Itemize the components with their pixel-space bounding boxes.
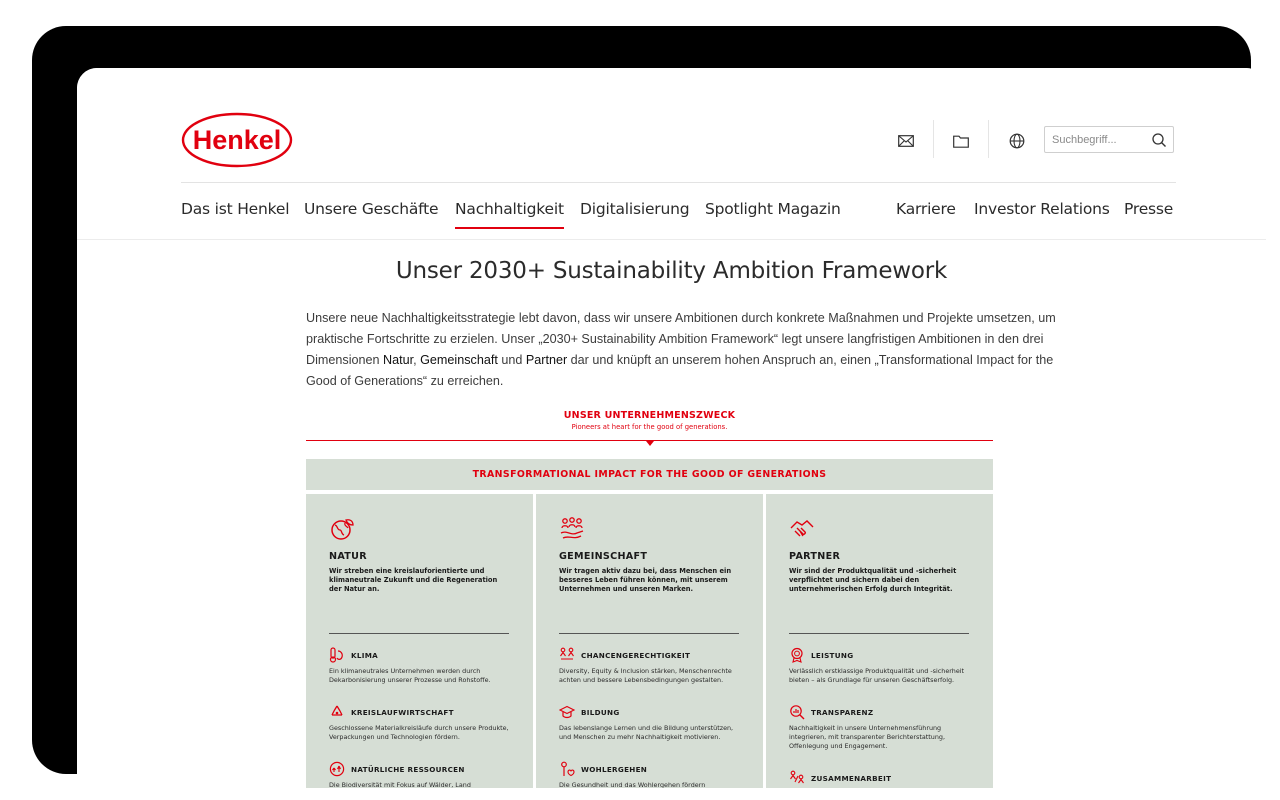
header-divider xyxy=(77,239,1266,240)
impact-banner: TRANSFORMATIONAL IMPACT FOR THE GOOD OF GENERATIONS xyxy=(306,459,993,490)
device-frame xyxy=(32,26,1251,788)
item-title: WOHLERGEHEN xyxy=(581,765,648,774)
graduation-cap-icon xyxy=(559,704,575,720)
nav-item-investor-relations[interactable]: Investor Relations xyxy=(974,200,1110,218)
intro-paragraph xyxy=(306,308,1076,392)
nav-item-unsere-geschaefte[interactable]: Unsere Geschäfte xyxy=(304,200,439,218)
column-title: NATUR xyxy=(329,551,367,562)
column-title: PARTNER xyxy=(789,551,841,562)
toolbar-divider xyxy=(933,120,934,158)
framework-item-transparenz xyxy=(789,704,979,752)
framework-column-natur xyxy=(306,494,533,788)
nav-item-karriere[interactable]: Karriere xyxy=(896,200,956,218)
column-description: Wir sind der Produktqualität und -sicherheit verpflichtet und sichern dabei den unternehmerischen Erfolg durch Integrität. xyxy=(789,567,957,594)
item-description: Diversity, Equity & Inclusion stärken, Menschenrechte achten und bessere Lebensbedingungen gestalten. xyxy=(559,667,732,685)
purpose-arrow-icon xyxy=(646,441,654,446)
item-title: CHANCENGERECHTIGKEIT xyxy=(581,651,691,660)
item-title: ZUSAMMENARBEIT xyxy=(811,774,892,783)
framework-item-leistung xyxy=(789,647,979,685)
nav-divider xyxy=(181,182,1176,183)
handshake-icon xyxy=(789,516,815,542)
nav-item-spotlight-magazin[interactable]: Spotlight Magazin xyxy=(705,200,841,218)
page-title: Unser 2030+ Sustainability Ambition Framework xyxy=(395,258,948,284)
browser-viewport xyxy=(77,68,1266,788)
intro-separator: , xyxy=(413,353,421,367)
column-divider xyxy=(329,633,509,634)
mail-icon[interactable] xyxy=(895,130,917,152)
framework-item-zusammenarbeit xyxy=(789,770,979,788)
nav-item-digitalisierung[interactable]: Digitalisierung xyxy=(580,200,690,218)
item-title: BILDUNG xyxy=(581,708,620,717)
thermometer-icon xyxy=(329,647,345,663)
recycle-icon xyxy=(329,704,345,720)
column-description: Wir streben eine kreislauforientierte und klimaneutrale Zukunft und die Regeneration der Natur an. xyxy=(329,567,498,594)
search-icon[interactable] xyxy=(1151,132,1167,148)
framework-item-bildung xyxy=(559,704,749,742)
intro-keyword-partner: Partner xyxy=(525,353,568,367)
item-title: NATÜRLICHE RESSOURCEN xyxy=(351,765,465,774)
framework-graphic xyxy=(306,459,993,788)
column-divider xyxy=(559,633,739,634)
main-navigation xyxy=(181,200,1176,234)
person-heart-icon xyxy=(559,761,575,777)
purpose-title: UNSER UNTERNEHMENSZWECK xyxy=(563,410,736,421)
community-hands-icon xyxy=(559,516,585,542)
framework-column-gemeinschaft xyxy=(536,494,763,788)
globe-icon[interactable] xyxy=(1006,130,1028,152)
people-link-icon xyxy=(789,770,805,786)
framework-item-kreislaufwirtschaft xyxy=(329,704,519,742)
globe-leaf-icon xyxy=(329,516,355,542)
site-header xyxy=(77,68,1266,240)
search-box xyxy=(1044,126,1174,153)
item-title: KLIMA xyxy=(351,651,379,660)
framework-item-natuerliche-ressourcen xyxy=(329,761,519,788)
item-description: Das lebenslange Lernen und die Bildung unterstützen, und Menschen zu mehr Nachhaltigkeit motivieren. xyxy=(559,724,734,742)
search-input[interactable] xyxy=(1045,127,1152,152)
intro-keyword-gemeinschaft: Gemeinschaft xyxy=(420,353,498,367)
item-description: Die Gesundheit und das Wohlergehen fördern xyxy=(559,781,706,788)
intro-text: Unsere neue Nachhaltigkeitsstrategie lebt davon, dass wir unsere Ambitionen durch konkrete Maßnahmen und Projekte umsetzen, um praktische Fortschritte zu erzielen. Unser „2030+ Sustainability Ambition Framework“ legt unsere langfristigen Ambitionen in den drei Dimensionen xyxy=(306,311,1056,367)
item-description: Ein klimaneutrales Unternehmen werden durch Dekarbonisierung unserer Prozesse und Rohstoffe. xyxy=(329,667,491,685)
purpose-subtitle: Pioneers at heart for the good of generations. xyxy=(571,423,728,431)
item-description: Verlässlich erstklassige Produktqualität und -sicherheit bieten – als Grundlage für unseren Geschäftserfolg. xyxy=(789,667,965,685)
award-icon xyxy=(789,647,805,663)
framework-column-partner xyxy=(766,494,993,788)
logo-text: Henkel xyxy=(192,125,282,155)
magnifier-bars-icon xyxy=(789,704,805,720)
intro-text-end: dar und knüpft an unserem hohen Anspruch an, einen „Transformational Impact for the Good of Generations“ zu erreichen. xyxy=(306,353,1054,388)
item-title: TRANSPARENZ xyxy=(811,708,874,717)
intro-keyword-natur: Natur xyxy=(383,353,414,367)
column-description: Wir tragen aktiv dazu bei, dass Menschen ein besseres Leben führen können, mit unserem Unternehmen und unseren Marken. xyxy=(559,567,732,594)
nav-item-presse[interactable]: Presse xyxy=(1124,200,1174,218)
item-description: Die Biodiversität mit Fokus auf Wälder, Land xyxy=(329,781,471,788)
framework-item-klima xyxy=(329,647,519,685)
item-description: Geschlossene Materialkreisläufe durch unsere Produkte, Verpackungen und Technologien fördern. xyxy=(329,724,509,742)
henkel-logo[interactable] xyxy=(181,112,293,168)
column-divider xyxy=(789,633,969,634)
forest-icon xyxy=(329,761,345,777)
folder-icon[interactable] xyxy=(950,130,972,152)
toolbar-divider xyxy=(988,120,989,158)
item-description: Nachhaltigkeit in unsere Unternehmensführung integrieren, mit transparenter Berichterstattung, Offenlegung und Engagement. xyxy=(789,724,945,751)
column-title: GEMEINSCHAFT xyxy=(559,551,648,562)
item-title: KREISLAUFWIRTSCHAFT xyxy=(351,708,454,717)
item-title: LEISTUNG xyxy=(811,651,854,660)
equal-people-icon xyxy=(559,647,575,663)
nav-item-nachhaltigkeit[interactable]: Nachhaltigkeit xyxy=(455,200,564,218)
framework-item-chancengerechtigkeit xyxy=(559,647,749,685)
intro-connector: und xyxy=(497,353,526,367)
nav-item-das-ist-henkel[interactable]: Das ist Henkel xyxy=(181,200,290,218)
framework-item-wohlergehen xyxy=(559,761,749,788)
